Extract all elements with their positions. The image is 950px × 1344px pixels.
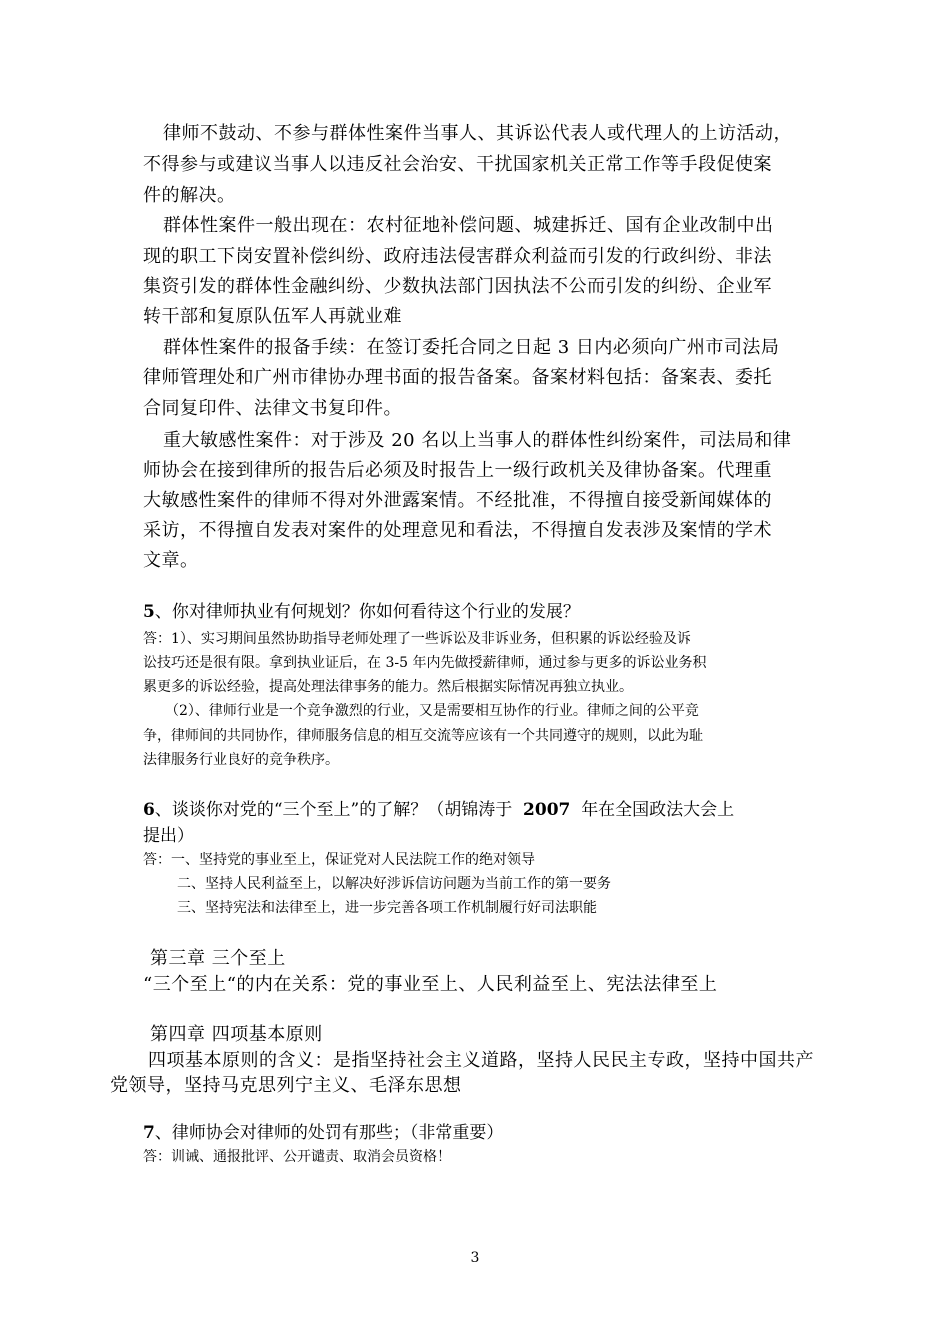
question-heading xyxy=(143,597,580,622)
answer-line: （2）、律师行业是一个竞争激烈的行业，又是需要相互协作的行业。律师之间的公平竞 xyxy=(165,703,699,719)
question-title: 、你对律师执业有何规划？你如何看待这个行业的发展？ xyxy=(154,602,580,622)
paragraph-line: 现的职工下岗安置补偿纠纷、政府违法侵害群众利益而引发的行政纠纷、非法 xyxy=(143,246,772,267)
question-number: 5 xyxy=(143,602,155,622)
answer-line: 答：1）、实习期间虽然协助指导老师处理了一些诉讼及非诉业务，但积累的诉讼经验及诉 xyxy=(143,631,691,647)
chapter-line: “三个至上“的内在关系：党的事业至上、人民利益至上、宪法法律至上 xyxy=(143,974,718,995)
question-title-cont: 提出） xyxy=(143,826,194,846)
answer-line: 二、坚持人民利益至上，以解决好涉诉信访问题为当前工作的第一要务 xyxy=(177,876,611,892)
question-title: 、谈谈你对党的“三个至上”的了解？（胡锦涛于 xyxy=(154,800,513,820)
paragraph-line: 不得参与或建议当事人以违反社会治安、干扰国家机关正常工作等手段促使案 xyxy=(143,154,772,175)
chapter-heading: 第四章 四项基本原则 xyxy=(150,1024,323,1045)
paragraph-line: 件的解决。 xyxy=(143,185,236,206)
question-number: 7 xyxy=(143,1123,155,1143)
paragraph-line: 群体性案件的报备手续：在签订委托合同之日起 3 日内必须向广州市司法局 xyxy=(163,337,780,358)
paragraph-line: 转干部和复原队伍军人再就业难 xyxy=(143,306,402,327)
answer-line: 答：训诫、通报批评、公开谴责、取消会员资格！ xyxy=(143,1149,451,1165)
answer-line: 讼技巧还是很有限。拿到执业证后，在 3-5 年内先做授薪律师，通过参与更多的诉讼业务积 xyxy=(143,655,707,671)
question-heading xyxy=(143,1118,503,1143)
chapter-line: 党领导，坚持马克思列宁主义、毛泽东思想 xyxy=(110,1075,462,1096)
chapter-line: 四项基本原则的含义：是指坚持社会主义道路，坚持人民民主专政，坚持中国共产 xyxy=(148,1050,814,1071)
answer-line: 争，律师间的共同协作，律师服务信息的相互交流等应该有一个共同遵守的规则，以此为耻 xyxy=(143,728,703,744)
question-number: 6 xyxy=(143,800,155,820)
question-title: 、律师协会对律师的处罚有那些；（非常重要） xyxy=(154,1123,504,1143)
answer-line: 三、坚持宪法和法律至上，进一步完善各项工作机制履行好司法职能 xyxy=(177,900,597,916)
paragraph-line: 集资引发的群体性金融纠纷、少数执法部门因执法不公而引发的纠纷、企业军 xyxy=(143,276,772,297)
answer-line: 答：一、坚持党的事业至上，保证党对人民法院工作的绝对领导 xyxy=(143,852,535,868)
paragraph-line: 律师不鼓动、不参与群体性案件当事人、其诉讼代表人或代理人的上访活动， xyxy=(163,123,792,144)
question-title-end: 年在全国政法大会上 xyxy=(581,800,735,820)
question-year: 2007 xyxy=(523,800,571,820)
paragraph-line: 重大敏感性案件：对于涉及 20 名以上当事人的群体性纠纷案件，司法局和律 xyxy=(163,430,792,451)
paragraph-line: 合同复印件、法律文书复印件。 xyxy=(143,398,402,419)
paragraph-line: 大敏感性案件的律师不得对外泄露案情。不经批准，不得擅自接受新闻媒体的 xyxy=(143,490,772,511)
paragraph-line: 采访，不得擅自发表对案件的处理意见和看法，不得擅自发表涉及案情的学术 xyxy=(143,520,772,541)
answer-line: 累更多的诉讼经验，提高处理法律事务的能力。然后根据实际情况再独立执业。 xyxy=(143,679,633,695)
paragraph-line: 群体性案件一般出现在：农村征地补偿问题、城建拆迁、国有企业改制中出 xyxy=(163,215,774,236)
page-number: 3 xyxy=(470,1250,480,1266)
paragraph-line: 文章。 xyxy=(143,550,199,571)
question-heading xyxy=(143,795,734,820)
paragraph-line: 律师管理处和广州市律协办理书面的报告备案。备案材料包括：备案表、委托 xyxy=(143,367,772,388)
paragraph-line: 师协会在接到律所的报告后必须及时报告上一级行政机关及律协备案。代理重 xyxy=(143,460,772,481)
chapter-heading: 第三章 三个至上 xyxy=(150,948,286,969)
answer-line: 法律服务行业良好的竞争秩序。 xyxy=(143,752,339,768)
